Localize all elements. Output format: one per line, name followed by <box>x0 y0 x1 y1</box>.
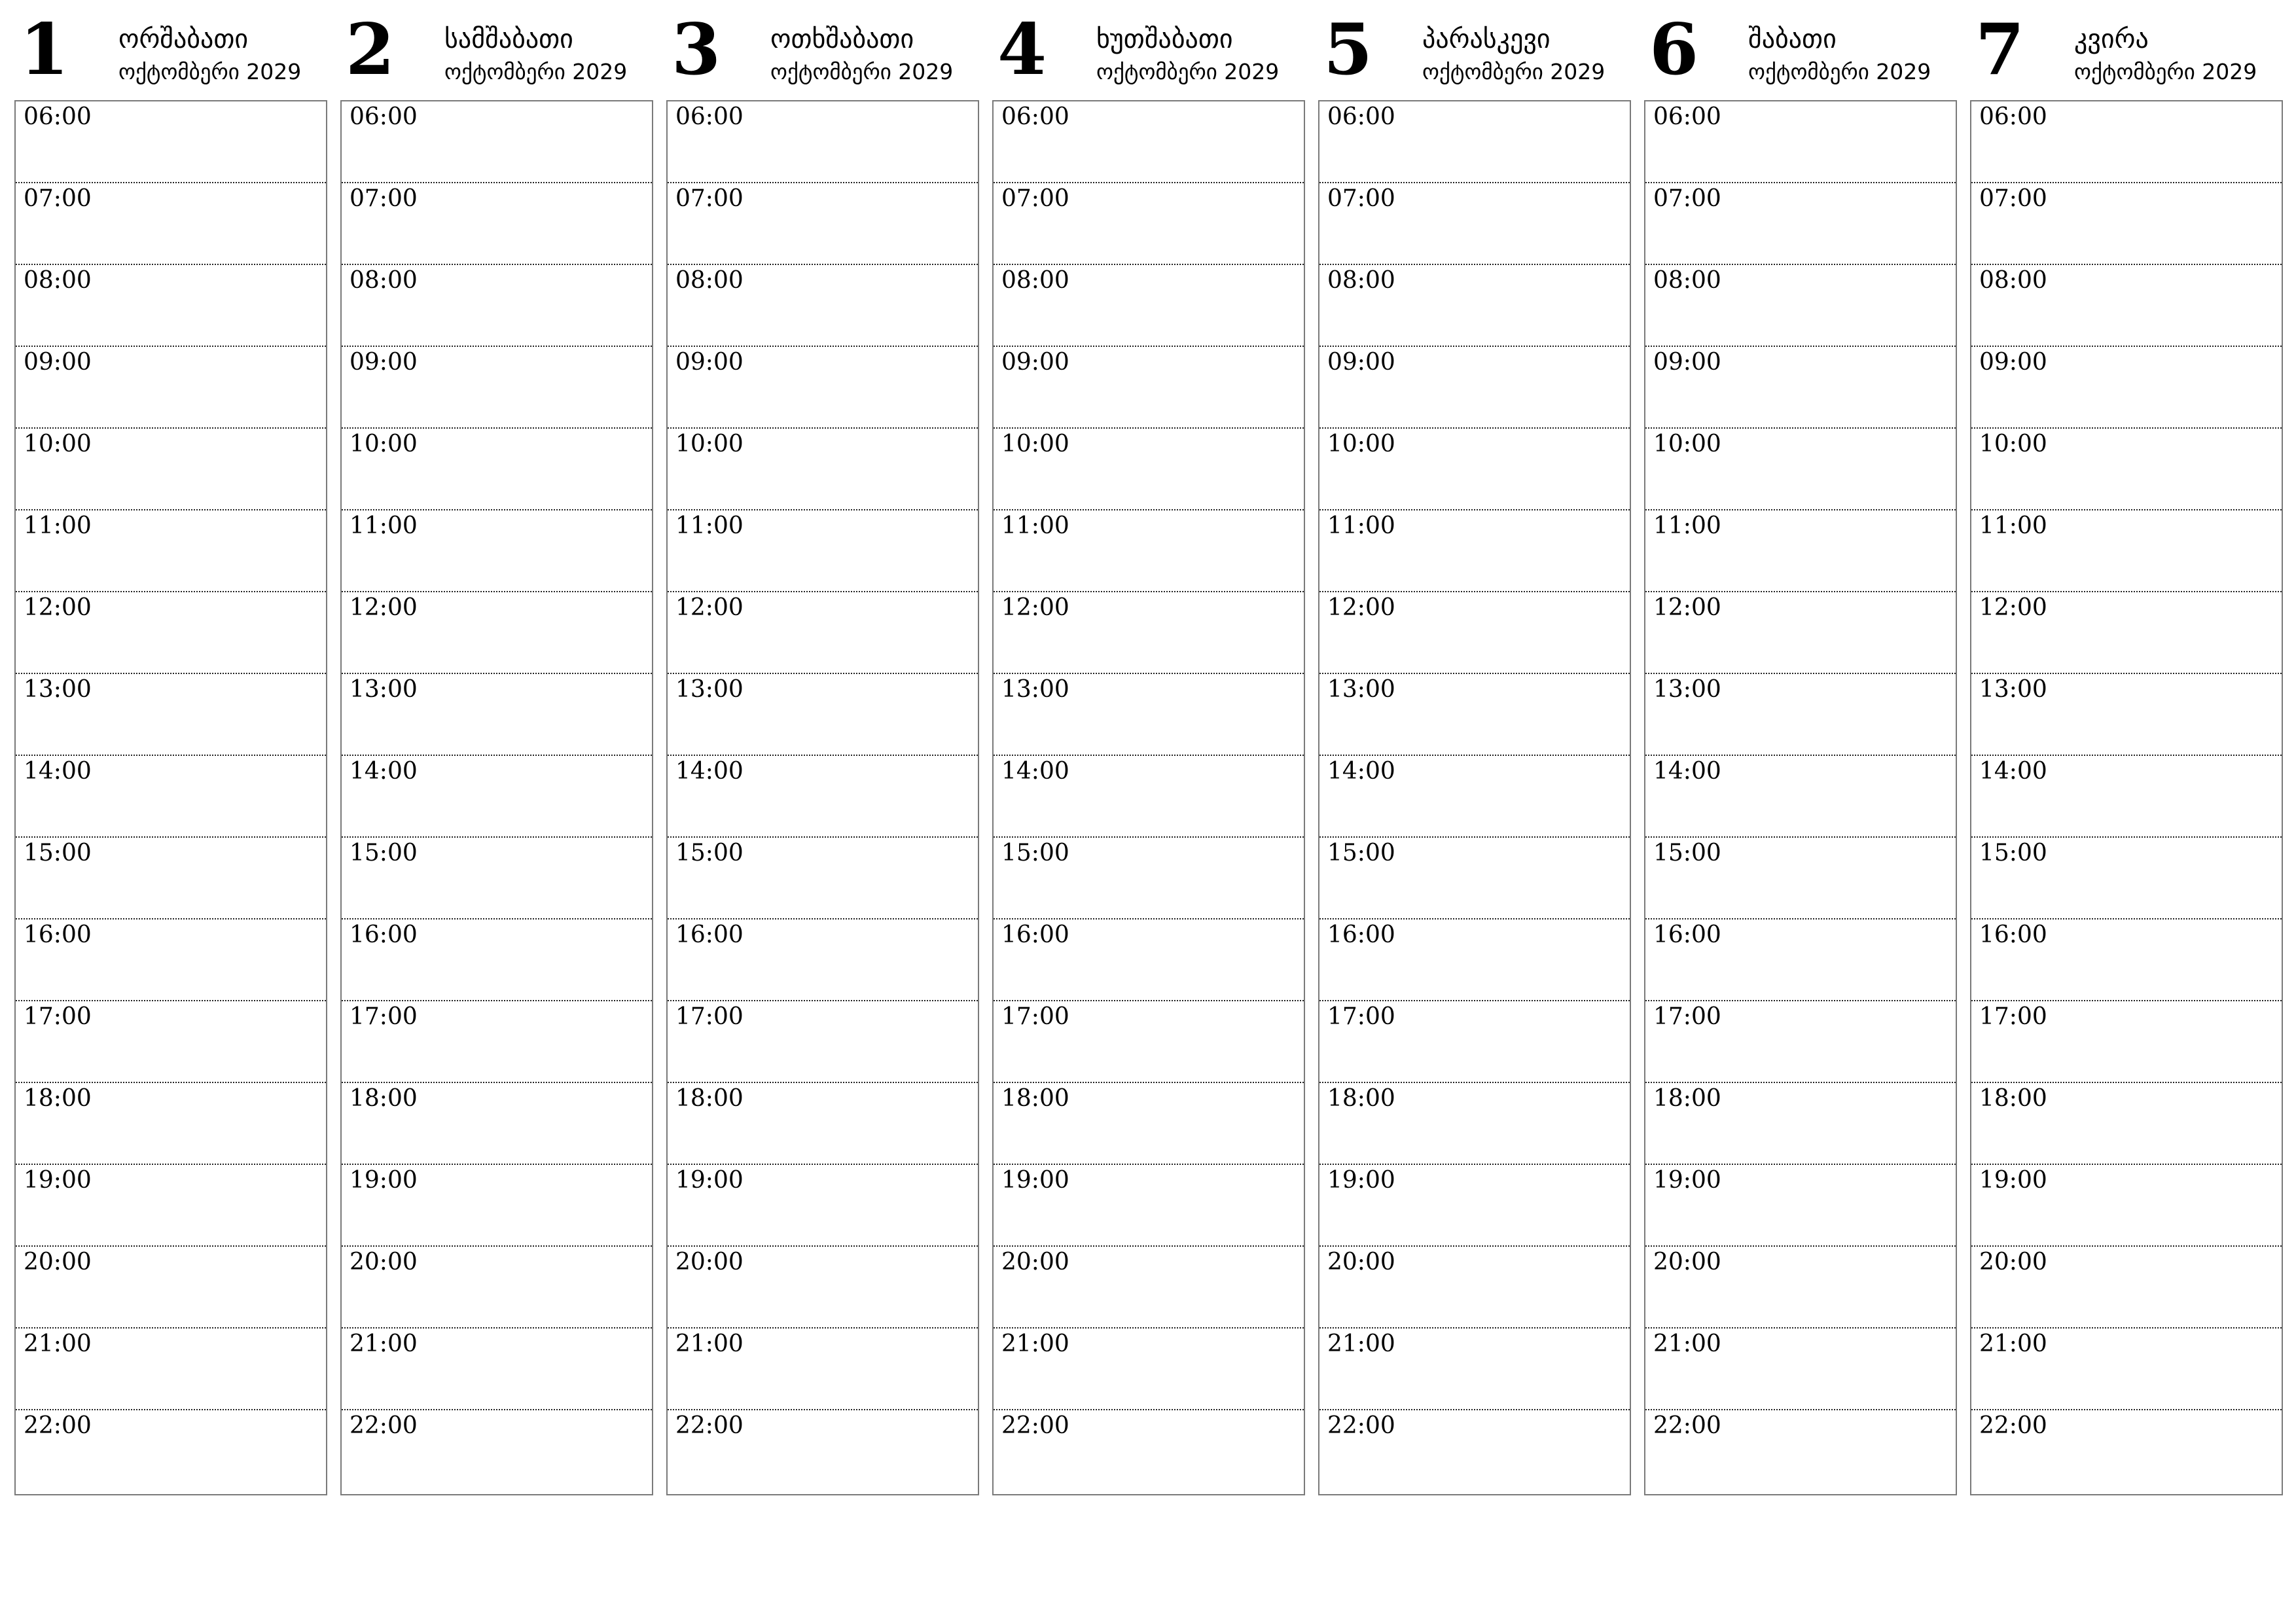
time-label: 06:00 <box>675 103 744 130</box>
day-column-2 <box>340 0 653 1439</box>
time-slot[interactable] <box>994 1165 1304 1247</box>
time-slot[interactable] <box>16 429 326 510</box>
time-slot[interactable] <box>1971 1329 2282 1410</box>
time-slot[interactable] <box>668 674 978 756</box>
time-label: 19:00 <box>1001 1167 1069 1194</box>
time-label: 11:00 <box>350 512 418 539</box>
time-label: 12:00 <box>1979 594 2047 621</box>
time-label: 12:00 <box>1001 594 1069 621</box>
time-label: 15:00 <box>350 840 418 866</box>
day-header <box>14 0 327 100</box>
time-label: 07:00 <box>1327 185 1395 212</box>
time-slot[interactable] <box>1645 1083 1956 1165</box>
time-slot[interactable] <box>16 838 326 919</box>
time-label: 09:00 <box>1001 349 1069 376</box>
time-slot[interactable] <box>16 1329 326 1410</box>
time-label: 13:00 <box>1327 676 1395 703</box>
time-slot[interactable] <box>668 183 978 265</box>
time-slot[interactable] <box>16 510 326 592</box>
time-label: 16:00 <box>1653 921 1721 948</box>
time-label: 17:00 <box>1979 1003 2047 1030</box>
time-slot[interactable] <box>994 674 1304 756</box>
time-label: 22:00 <box>24 1412 92 1439</box>
time-label: 09:00 <box>350 349 418 376</box>
time-slot[interactable] <box>1319 183 1630 265</box>
time-slot[interactable] <box>1971 674 2282 756</box>
time-slot[interactable] <box>342 1001 652 1083</box>
time-label: 13:00 <box>675 676 744 703</box>
time-slot[interactable] <box>16 265 326 347</box>
time-label: 06:00 <box>24 103 92 130</box>
time-slot[interactable] <box>668 1001 978 1083</box>
time-label: 11:00 <box>1979 512 2047 539</box>
time-slot[interactable] <box>1645 1001 1956 1083</box>
time-slot[interactable] <box>342 510 652 592</box>
time-slot[interactable] <box>994 1410 1304 1492</box>
time-slot[interactable] <box>994 510 1304 592</box>
time-slot[interactable] <box>1645 429 1956 510</box>
time-label: 11:00 <box>1653 512 1721 539</box>
time-label: 17:00 <box>350 1003 418 1030</box>
time-label: 17:00 <box>1001 1003 1069 1030</box>
day-grid <box>666 100 979 1495</box>
time-label: 14:00 <box>24 758 92 785</box>
time-label: 21:00 <box>24 1330 92 1357</box>
time-slot[interactable] <box>994 1247 1304 1329</box>
time-slot[interactable] <box>994 919 1304 1001</box>
day-header <box>992 0 1305 100</box>
time-label: 07:00 <box>1979 185 2047 212</box>
time-slot[interactable] <box>1319 919 1630 1001</box>
time-label: 14:00 <box>1979 758 2047 785</box>
time-label: 10:00 <box>1327 431 1395 457</box>
time-slot[interactable] <box>1971 265 2282 347</box>
day-name: ხუთშაბათი <box>1096 24 1233 54</box>
time-slot[interactable] <box>1645 1410 1956 1492</box>
time-label: 17:00 <box>675 1003 744 1030</box>
time-label: 15:00 <box>24 840 92 866</box>
time-label: 18:00 <box>1327 1085 1395 1112</box>
time-slot[interactable] <box>994 838 1304 919</box>
time-label: 22:00 <box>1979 1412 2047 1439</box>
day-name: სამშაბათი <box>444 24 573 54</box>
time-slot[interactable] <box>668 1410 978 1492</box>
time-slot[interactable] <box>1645 674 1956 756</box>
time-slot[interactable] <box>16 1083 326 1165</box>
time-slot[interactable] <box>1971 347 2282 429</box>
time-slot[interactable] <box>1319 1001 1630 1083</box>
time-label: 15:00 <box>1979 840 2047 866</box>
time-slot[interactable] <box>1971 919 2282 1001</box>
time-slot[interactable] <box>668 838 978 919</box>
day-header <box>340 0 653 100</box>
time-slot[interactable] <box>1645 183 1956 265</box>
time-label: 16:00 <box>675 921 744 948</box>
time-slot[interactable] <box>16 1165 326 1247</box>
time-label: 19:00 <box>1653 1167 1721 1194</box>
time-label: 19:00 <box>1327 1167 1395 1194</box>
time-slot[interactable] <box>668 265 978 347</box>
time-label: 09:00 <box>675 349 744 376</box>
time-slot[interactable] <box>994 1001 1304 1083</box>
time-label: 17:00 <box>1653 1003 1721 1030</box>
time-label: 22:00 <box>675 1412 744 1439</box>
time-label: 20:00 <box>1327 1249 1395 1275</box>
time-label: 18:00 <box>675 1085 744 1112</box>
time-label: 17:00 <box>24 1003 92 1030</box>
time-slot[interactable] <box>16 919 326 1001</box>
time-slot[interactable] <box>342 756 652 838</box>
time-slot[interactable] <box>16 347 326 429</box>
day-header <box>1970 0 2283 100</box>
day-grid <box>1318 100 1631 1495</box>
time-slot[interactable] <box>1645 101 1956 183</box>
time-slot[interactable] <box>1319 429 1630 510</box>
time-slot[interactable] <box>1645 347 1956 429</box>
time-label: 18:00 <box>350 1085 418 1112</box>
time-slot[interactable] <box>1319 674 1630 756</box>
time-label: 09:00 <box>24 349 92 376</box>
time-slot[interactable] <box>1645 756 1956 838</box>
time-slot[interactable] <box>16 1410 326 1492</box>
time-slot[interactable] <box>1319 1083 1630 1165</box>
time-label: 15:00 <box>1327 840 1395 866</box>
time-slot[interactable] <box>1971 756 2282 838</box>
day-name: შაბათი <box>1748 24 1837 54</box>
day-month: ოქტომბერი 2029 <box>1422 59 1605 84</box>
day-column-3 <box>666 0 979 1439</box>
day-month: ოქტომბერი 2029 <box>444 59 628 84</box>
time-slot[interactable] <box>1971 1247 2282 1329</box>
day-name: პარასკევი <box>1422 24 1551 54</box>
time-label: 20:00 <box>1653 1249 1721 1275</box>
day-column-7 <box>1970 0 2283 1439</box>
time-label: 06:00 <box>1327 103 1395 130</box>
day-number: 4 <box>997 9 1047 91</box>
time-slot[interactable] <box>1971 101 2282 183</box>
time-label: 18:00 <box>1001 1085 1069 1112</box>
time-slot[interactable] <box>994 183 1304 265</box>
time-slot[interactable] <box>16 1247 326 1329</box>
time-slot[interactable] <box>1971 1410 2282 1492</box>
time-label: 12:00 <box>1327 594 1395 621</box>
time-slot[interactable] <box>1319 1329 1630 1410</box>
time-slot[interactable] <box>1971 1165 2282 1247</box>
time-label: 09:00 <box>1979 349 2047 376</box>
time-label: 06:00 <box>1653 103 1721 130</box>
time-label: 19:00 <box>24 1167 92 1194</box>
time-label: 12:00 <box>1653 594 1721 621</box>
time-label: 07:00 <box>24 185 92 212</box>
time-slot[interactable] <box>1971 838 2282 919</box>
time-label: 21:00 <box>1653 1330 1721 1357</box>
time-slot[interactable] <box>342 592 652 674</box>
time-slot[interactable] <box>668 1247 978 1329</box>
time-label: 18:00 <box>1653 1085 1721 1112</box>
time-label: 21:00 <box>675 1330 744 1357</box>
time-slot[interactable] <box>342 919 652 1001</box>
time-label: 22:00 <box>1653 1412 1721 1439</box>
time-slot[interactable] <box>16 1001 326 1083</box>
time-slot[interactable] <box>668 510 978 592</box>
day-column-1 <box>14 0 327 1439</box>
time-label: 15:00 <box>1653 840 1721 866</box>
time-label: 06:00 <box>1979 103 2047 130</box>
time-label: 10:00 <box>1979 431 2047 457</box>
day-column-6 <box>1644 0 1957 1439</box>
time-label: 16:00 <box>350 921 418 948</box>
time-label: 20:00 <box>1001 1249 1069 1275</box>
time-slot[interactable] <box>994 756 1304 838</box>
time-slot[interactable] <box>994 265 1304 347</box>
time-slot[interactable] <box>668 919 978 1001</box>
time-label: 08:00 <box>1001 267 1069 294</box>
day-month: ოქტომბერი 2029 <box>1748 59 1931 84</box>
time-label: 18:00 <box>1979 1085 2047 1112</box>
time-label: 09:00 <box>1327 349 1395 376</box>
day-header <box>1644 0 1957 100</box>
time-label: 11:00 <box>1327 512 1395 539</box>
time-label: 08:00 <box>675 267 744 294</box>
time-slot[interactable] <box>16 592 326 674</box>
time-slot[interactable] <box>668 592 978 674</box>
time-label: 12:00 <box>350 594 418 621</box>
time-label: 16:00 <box>1327 921 1395 948</box>
time-slot[interactable] <box>668 429 978 510</box>
time-label: 11:00 <box>675 512 744 539</box>
time-label: 19:00 <box>1979 1167 2047 1194</box>
time-slot[interactable] <box>342 1247 652 1329</box>
time-slot[interactable] <box>342 1165 652 1247</box>
time-slot[interactable] <box>1971 1001 2282 1083</box>
time-label: 08:00 <box>1653 267 1721 294</box>
time-label: 07:00 <box>350 185 418 212</box>
time-label: 06:00 <box>1001 103 1069 130</box>
time-slot[interactable] <box>342 1410 652 1492</box>
time-slot[interactable] <box>668 1329 978 1410</box>
time-label: 21:00 <box>1327 1330 1395 1357</box>
time-label: 20:00 <box>24 1249 92 1275</box>
time-label: 08:00 <box>24 267 92 294</box>
time-label: 15:00 <box>675 840 744 866</box>
time-label: 13:00 <box>1001 676 1069 703</box>
time-slot[interactable] <box>668 1083 978 1165</box>
time-label: 20:00 <box>350 1249 418 1275</box>
time-slot[interactable] <box>342 347 652 429</box>
day-name: კვირა <box>2074 24 2149 54</box>
time-label: 17:00 <box>1327 1003 1395 1030</box>
time-label: 14:00 <box>1001 758 1069 785</box>
time-slot[interactable] <box>1971 510 2282 592</box>
time-label: 21:00 <box>1001 1330 1069 1357</box>
time-label: 13:00 <box>1653 676 1721 703</box>
time-label: 09:00 <box>1653 349 1721 376</box>
time-label: 10:00 <box>1653 431 1721 457</box>
time-slot[interactable] <box>1645 1247 1956 1329</box>
time-slot[interactable] <box>668 347 978 429</box>
time-label: 07:00 <box>675 185 744 212</box>
time-label: 18:00 <box>24 1085 92 1112</box>
time-slot[interactable] <box>342 838 652 919</box>
day-number: 3 <box>672 9 721 91</box>
day-number: 7 <box>1975 9 2025 91</box>
day-number: 2 <box>346 9 395 91</box>
time-slot[interactable] <box>16 674 326 756</box>
time-slot[interactable] <box>342 1083 652 1165</box>
time-slot[interactable] <box>668 1165 978 1247</box>
time-slot[interactable] <box>1971 592 2282 674</box>
time-label: 14:00 <box>350 758 418 785</box>
time-label: 07:00 <box>1001 185 1069 212</box>
time-label: 14:00 <box>1653 758 1721 785</box>
day-number: 6 <box>1649 9 1699 91</box>
day-header <box>666 0 979 100</box>
time-slot[interactable] <box>342 101 652 183</box>
time-label: 15:00 <box>1001 840 1069 866</box>
time-slot[interactable] <box>668 756 978 838</box>
time-slot[interactable] <box>1319 592 1630 674</box>
time-label: 11:00 <box>24 512 92 539</box>
time-label: 11:00 <box>1001 512 1069 539</box>
time-label: 07:00 <box>1653 185 1721 212</box>
time-slot[interactable] <box>1319 1165 1630 1247</box>
time-slot[interactable] <box>1645 838 1956 919</box>
time-slot[interactable] <box>994 101 1304 183</box>
time-slot[interactable] <box>1645 510 1956 592</box>
day-month: ოქტომბერი 2029 <box>118 59 302 84</box>
day-month: ოქტომბერი 2029 <box>2074 59 2257 84</box>
time-slot[interactable] <box>342 265 652 347</box>
time-slot[interactable] <box>994 429 1304 510</box>
day-header <box>1318 0 1631 100</box>
time-label: 20:00 <box>675 1249 744 1275</box>
time-slot[interactable] <box>1971 429 2282 510</box>
time-slot[interactable] <box>994 1083 1304 1165</box>
time-slot[interactable] <box>994 592 1304 674</box>
day-month: ოქტომბერი 2029 <box>1096 59 1280 84</box>
time-slot[interactable] <box>16 183 326 265</box>
day-number: 1 <box>20 9 69 91</box>
day-name: ორშაბათი <box>118 24 249 54</box>
day-grid <box>1644 100 1957 1495</box>
time-slot[interactable] <box>342 1329 652 1410</box>
time-label: 13:00 <box>350 676 418 703</box>
time-slot[interactable] <box>342 674 652 756</box>
time-slot[interactable] <box>16 756 326 838</box>
time-label: 08:00 <box>1979 267 2047 294</box>
time-label: 06:00 <box>350 103 418 130</box>
time-label: 21:00 <box>350 1330 418 1357</box>
time-label: 10:00 <box>350 431 418 457</box>
time-label: 14:00 <box>1327 758 1395 785</box>
time-label: 08:00 <box>350 267 418 294</box>
day-grid <box>1970 100 2283 1495</box>
day-grid <box>14 100 327 1495</box>
day-grid <box>992 100 1305 1495</box>
day-name: ოთხშაბათი <box>770 24 914 54</box>
day-month: ოქტომბერი 2029 <box>770 59 954 84</box>
time-slot[interactable] <box>1319 756 1630 838</box>
time-label: 19:00 <box>350 1167 418 1194</box>
time-label: 12:00 <box>24 594 92 621</box>
time-label: 19:00 <box>675 1167 744 1194</box>
time-slot[interactable] <box>342 183 652 265</box>
day-column-4 <box>992 0 1305 1439</box>
time-slot[interactable] <box>1319 1247 1630 1329</box>
time-label: 13:00 <box>24 676 92 703</box>
time-slot[interactable] <box>1645 1329 1956 1410</box>
time-slot[interactable] <box>16 101 326 183</box>
time-label: 16:00 <box>24 921 92 948</box>
time-slot[interactable] <box>342 429 652 510</box>
time-label: 22:00 <box>1327 1412 1395 1439</box>
time-slot[interactable] <box>1319 347 1630 429</box>
time-label: 10:00 <box>675 431 744 457</box>
time-slot[interactable] <box>1645 1165 1956 1247</box>
day-number: 5 <box>1323 9 1373 91</box>
time-slot[interactable] <box>994 347 1304 429</box>
time-slot[interactable] <box>1645 919 1956 1001</box>
time-label: 13:00 <box>1979 676 2047 703</box>
time-slot[interactable] <box>1319 510 1630 592</box>
time-slot[interactable] <box>1319 1410 1630 1492</box>
time-label: 21:00 <box>1979 1330 2047 1357</box>
time-label: 22:00 <box>350 1412 418 1439</box>
time-label: 12:00 <box>675 594 744 621</box>
time-slot[interactable] <box>994 1329 1304 1410</box>
day-grid <box>340 100 653 1495</box>
time-label: 16:00 <box>1979 921 2047 948</box>
time-label: 08:00 <box>1327 267 1395 294</box>
time-slot[interactable] <box>668 101 978 183</box>
time-label: 10:00 <box>1001 431 1069 457</box>
time-slot[interactable] <box>1645 265 1956 347</box>
time-slot[interactable] <box>1319 265 1630 347</box>
time-label: 14:00 <box>675 758 744 785</box>
time-slot[interactable] <box>1319 101 1630 183</box>
time-label: 16:00 <box>1001 921 1069 948</box>
time-slot[interactable] <box>1971 183 2282 265</box>
day-column-5 <box>1318 0 1631 1439</box>
time-slot[interactable] <box>1319 838 1630 919</box>
time-label: 22:00 <box>1001 1412 1069 1439</box>
time-slot[interactable] <box>1971 1083 2282 1165</box>
time-label: 10:00 <box>24 431 92 457</box>
time-slot[interactable] <box>1645 592 1956 674</box>
time-label: 20:00 <box>1979 1249 2047 1275</box>
